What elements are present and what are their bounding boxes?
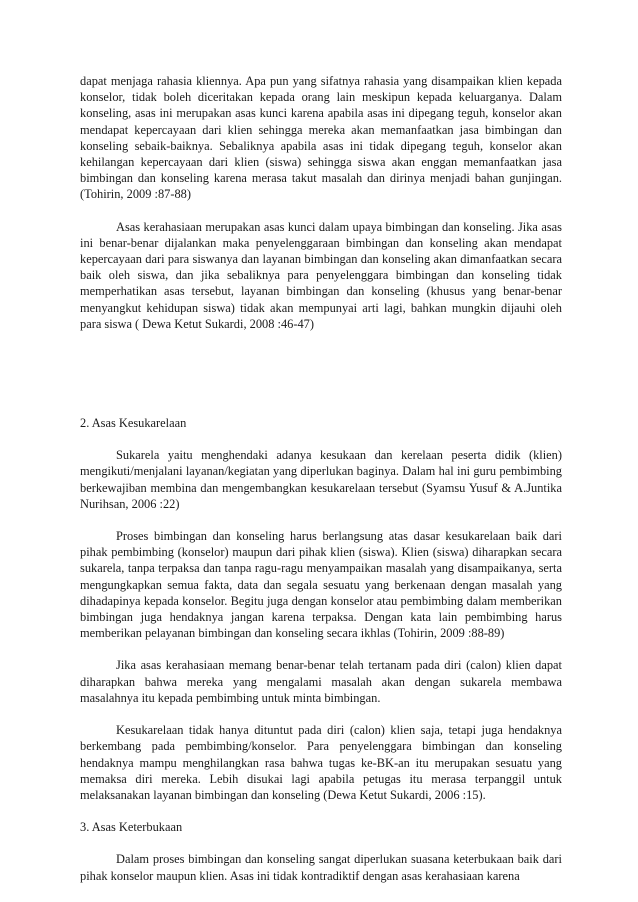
spacer (80, 641, 562, 657)
paragraph-voluntariness-counselor: Kesukarelaan tidak hanya dituntut pada diri (calon) klien saja, tetapi juga hendaknya berkembang pada pembimbing/konselor. Para penyelenggara bimbingan dan konseling hendaknya mampu menghilangkan rasa bahwa tugas ke-BK-an itu merupakan sesuatu yang memaksa diri mereka. Lebih disukai lagi apabila petugas itu merasa terpanggil untuk melaksanakan layanan bimbingan dan konseling (Dewa Ketut Sukardi, 2006 :15). (80, 723, 562, 802)
paragraph-voluntariness-process: Proses bimbingan dan konseling harus berlangsung atas dasar kesukarelaan baik dari pihak pembimbing (konselor) maupun dari pihak klien (siswa). Klien (siswa) diharapkan secara sukarela, tanpa terpaksa dan tanpa ragu-ragu menyampaikan masalah yang disampaikanya, serta mengungkapkan semua fakta, data dan segala sesuatu yang berkenaan dengan masalah yang dihadapinya kepada konselor. Begitu juga dengan konselor atau pembimbing dalam memberikan bimbingan juga hendaknya jangan karena terpaksa. Dengan kata lain pembimbing harus memberikan pelayanan bimbingan dan konseling secara ikhlas (Tohirin, 2009 :88-89) (80, 529, 562, 641)
paragraph-voluntariness-trust: Jika asas kerahasiaan memang benar-benar telah tertanam pada diri (calon) klien dapat diharapkan bahwa mereka yang mengalami masalah akan dengan sukarela membawa masalahnya itu kepada pembimbing untuk minta bimbingan. (80, 658, 562, 705)
spacer (80, 706, 562, 722)
spacer-large (80, 332, 562, 415)
spacer (80, 835, 562, 851)
spacer (80, 203, 562, 219)
section-heading-openness: 3. Asas Keterbukaan (80, 820, 183, 835)
spacer (80, 512, 562, 528)
paragraph-voluntariness-definition: Sukarela yaitu menghendaki adanya kesukaan dan kerelaan peserta didik (klien) mengikuti/menjalani layanan/kegiatan yang diperlukan baginya. Dalam hal ini guru pembimbing berkewajiban membina dan mengembangkan kesukarelaan tersebut (Syamsu Yusuf & A.Juntika Nurihsan, 2006 :22) (80, 448, 562, 511)
document-page (80, 73, 562, 884)
paragraph-confidentiality-key-principle: Asas kerahasiaan merupakan asas kunci dalam upaya bimbingan dan konseling. Jika asas ini benar-benar dijalankan maka penyelenggaraan bimbingan dan konseling akan mendapat kepercayaan dari para siswanya dan layanan bimbingan dan konseling akan dimanfaatkan secara baik oleh siswa, dan jika sebaliknya para penyelenggara bimbingan dan konseling tidak memperhatikan asas tersebut, layanan bimbingan dan konseling (khusus yang benar-benar menyangkut kehidupan siswa) tidak akan mempunyai arti lagi, bahkan mungkin dijauhi oleh para siswa ( Dewa Ketut Sukardi, 2008 :46-47) (80, 219, 562, 331)
paragraph-confidentiality-continued: dapat menjaga rahasia kliennya. Apa pun yang sifatnya rahasia yang disampaikan klien kepada konselor, tidak boleh diceritakan kepada orang lain meskipun kepada keluarganya. Dalam konseling, asas ini merupakan asas kunci karena apabila asas ini dipegang teguh, konselor akan mendapat kepercayaan dari klien sehingga mereka akan memanfaatkan jasa bimbingan dan konseling sebaik-baiknya. Sebaliknya apabila asas ini tidak dipegang teguh, konselor akan kehilangan kepercayaan dari klien (siswa) sehingga siswa akan enggan memanfaatkan jasa bimbingan dan konseling karena merasa takut masalah dan dirinya menjadi bahan gunjingan. (Tohirin, 2009 :87-88) (80, 74, 562, 202)
spacer (80, 803, 562, 819)
section-heading-voluntariness: 2. Asas Kesukarelaan (80, 416, 187, 431)
spacer (80, 431, 562, 447)
paragraph-openness-intro: Dalam proses bimbingan dan konseling sangat diperlukan suasana keterbukaan baik dari pihak konselor maupun klien. Asas ini tidak kontradiktif dengan asas kerahasiaan karena (80, 852, 562, 883)
